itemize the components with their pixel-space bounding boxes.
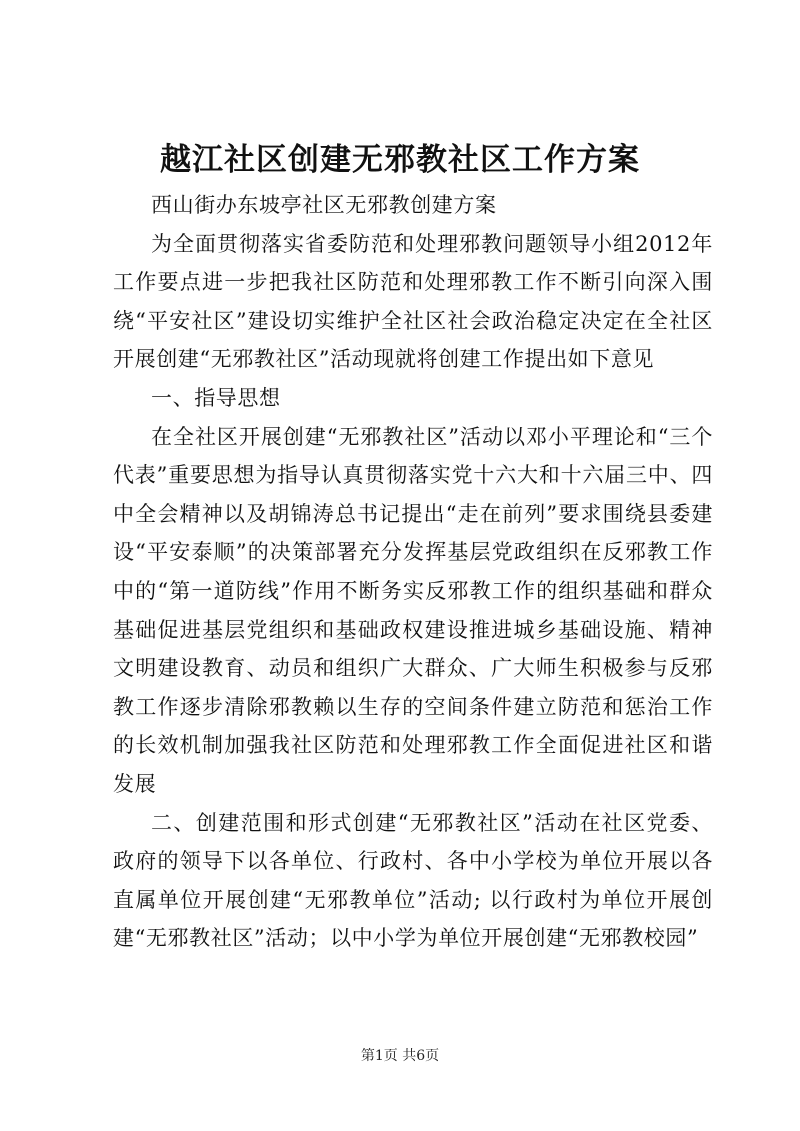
page-footer: 第1页 共6页 xyxy=(360,1048,440,1064)
document-body xyxy=(113,186,713,958)
paragraph-scope-and-form: 二、创建范围和形式创建“无邪教社区”活动在社区党委、政府的领导下以各单位、行政村、各中小学校为单位开展以各直属单位开展创建“无邪教单位”活动; 以行政村为单位开展创建“无邪教社区”活动；以中小学为单位开展创建“无邪教校园” xyxy=(113,810,713,951)
paragraph-subtitle: 西山街办东坡亭社区无邪教创建方案 xyxy=(151,193,497,217)
document-title: 越江社区创建无邪教社区工作方案 xyxy=(160,142,640,178)
paragraph-guiding-ideology: 在全社区开展创建“无邪教社区”活动以邓小平理论和“三个代表”重要思想为指导认真贯彻落实党十六大和十六届三中、四中全会精神以及胡锦涛总书记提出“走在前列”要求围绕县委建设“平安泰顺”的决策部署充分发挥基层党政组织在反邪教工作中的“第一道防线”作用不断务实反邪教工作的组织基础和群众基础促进基层党组织和基础政权建设推进城乡基础设施、精神文明建设教育、动员和组织广大群众、广大师生积极参与反邪教工作逐步清除邪教赖以生存的空间条件建立防范和惩治工作的长效机制加强我社区防范和处理邪教工作全面促进社区和谐发展 xyxy=(113,424,713,796)
paragraph-intro: 为全面贯彻落实省委防范和处理邪教问题领导小组2012年工作要点进一步把我社区防范和处理邪教工作不断引向深入围绕“平安社区”建设切实维护全社区社会政治稳定决定在全社区开展创建“无邪教社区”活动现就将创建工作提出如下意见 xyxy=(113,231,713,372)
section-heading-guiding-ideology: 一、指导思想 xyxy=(151,385,281,410)
